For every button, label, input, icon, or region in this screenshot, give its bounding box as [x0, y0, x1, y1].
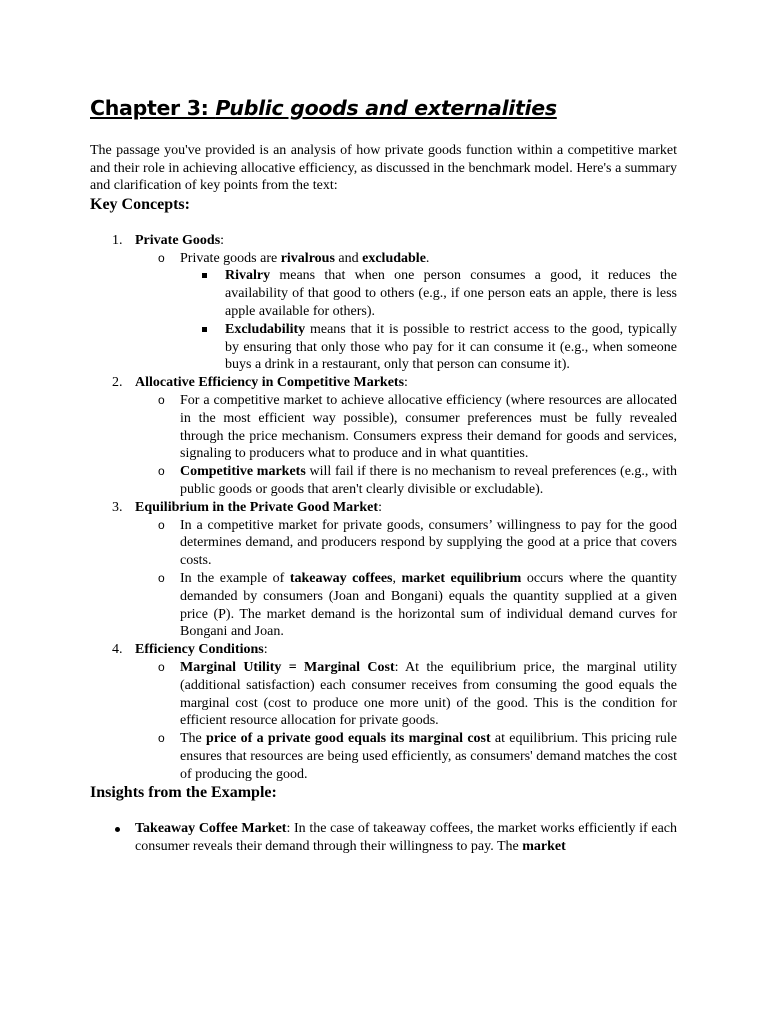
title-italic: Public goods and externalities: [215, 96, 557, 120]
nested-list: [180, 267, 677, 374]
sub-list-item: [135, 730, 677, 783]
sub-list-item: [135, 463, 677, 499]
bold-term: Excludability: [225, 321, 306, 337]
sub-list: [135, 392, 677, 499]
nested-list-item: [180, 267, 677, 320]
bold-term: market equilibrium: [401, 570, 522, 586]
list-item-heading: Private Goods: [135, 232, 221, 248]
intro-paragraph: The passage you've provided is an analysis of how private goods function within a competitive market and their role in achieving allocative efficiency, as discussed in the benchmark model. Here's a summary and clarification of key points from the text:: [90, 143, 677, 194]
insights-heading: Insights from the Example:: [90, 784, 277, 802]
list-item: [90, 820, 677, 856]
sub-list: [135, 517, 677, 642]
bold-term: excludable: [362, 250, 426, 266]
sub-list-item: [135, 250, 677, 375]
bold-term: Rivalry: [225, 268, 271, 284]
bullet-icon: [115, 827, 120, 832]
list-item: [90, 232, 677, 374]
text: In a competitive market for private goods, consumers’ willingness to pay for the good determines demand, and producers respond by supplying the good at a price that covers costs.: [180, 517, 677, 569]
square-bullet-icon: [202, 273, 207, 278]
list-item-heading: Efficiency Conditions: [135, 642, 264, 658]
sub-list-item: [135, 392, 677, 463]
circle-bullet: o: [158, 570, 165, 585]
circle-bullet: o: [158, 517, 165, 532]
list-item-heading: Equilibrium in the Private Good Market: [135, 499, 379, 515]
square-bullet-icon: [202, 327, 207, 332]
page-title: [90, 92, 677, 124]
document-page: [90, 92, 677, 856]
text: means that when one person consumes a good, it reduces the availability of that good to others (e.g., if one person eats an apple, there is less apple available for others).: [225, 268, 677, 319]
text: The: [180, 731, 207, 747]
list-number: 1.: [112, 232, 123, 248]
insights-list: [90, 820, 677, 856]
circle-bullet: o: [158, 731, 165, 746]
text: ,: [392, 570, 402, 586]
heading-colon: :: [378, 499, 382, 515]
heading-colon: :: [404, 375, 408, 391]
text: .: [425, 250, 430, 266]
text: For a competitive market to achieve allocative efficiency (where resources are allocated in the most efficient way possible), consumer preferences must be fully revealed through the price mechanism. Consumers express their demand for goods and services, signaling to producers what to produce and in what quantities.: [180, 392, 677, 462]
text: means that it is possible to restrict access to the good, typically by ensuring that only those who pay for it can consume it (e.g., when someone buys a drink in a restaurant, only that person can consume it).: [225, 321, 677, 373]
text: and: [334, 250, 363, 266]
list-number: 3.: [112, 499, 123, 515]
key-concepts-heading: Key Concepts:: [90, 195, 190, 213]
sub-list-item: [135, 659, 677, 730]
circle-bullet: o: [158, 392, 165, 407]
text: Private goods are: [180, 250, 281, 266]
key-concepts-list: [90, 232, 677, 784]
circle-bullet: o: [158, 464, 165, 479]
bold-term: market: [522, 839, 566, 855]
sub-list: [135, 250, 677, 375]
bold-term: takeaway coffees: [289, 570, 393, 586]
heading-colon: :: [220, 232, 225, 248]
sub-list-item: [135, 570, 677, 641]
list-item-heading: Allocative Efficiency in Competitive Markets: [135, 375, 405, 391]
circle-bullet: o: [158, 659, 165, 674]
bold-term: Competitive markets: [180, 464, 306, 480]
text: : In the case of takeaway coffees, the market works efficiently if each consumer reveals their demand through their willingness to pay. The: [135, 821, 677, 855]
bold-term: Takeaway Coffee Market: [135, 821, 287, 837]
list-number: 4.: [112, 642, 123, 658]
text: will fail if there is no mechanism to reveal preferences (e.g., with public goods or goods that aren't clearly divisible or excludable).: [180, 464, 678, 497]
list-item: [90, 499, 677, 641]
circle-bullet: o: [158, 250, 165, 265]
text: : At the equilibrium price, the marginal utility (additional satisfaction) each consumer receives from consuming the good equals the marginal cost (cost to produce one more unit) of the good. This is the condition for efficient resource allocation for private goods.: [180, 659, 677, 729]
heading-colon: :: [263, 642, 268, 658]
sub-list: [135, 659, 677, 784]
bold-term: Marginal Utility = Marginal Cost: [180, 659, 395, 675]
nested-list-item: [180, 321, 677, 374]
bold-term: rivalrous: [280, 250, 335, 266]
title-plain: Chapter 3:: [90, 96, 216, 120]
list-item: [90, 374, 677, 499]
text: occurs where the quantity demanded by consumers (Joan and Bongani) equals the quantity supplied at a given price (P). The market demand is the horizontal sum of individual demand curves for Bongani and Joan.: [180, 570, 678, 640]
sub-list-item: [135, 517, 677, 570]
list-number: 2.: [112, 375, 123, 391]
bold-term: price of a private good equals its marginal cost: [206, 731, 491, 747]
list-item: [90, 641, 677, 783]
text: at equilibrium. This pricing rule ensures that resources are being used efficiently, as consumers' demand matches the cost of producing the good.: [180, 731, 678, 782]
text: In the example of: [180, 570, 290, 586]
